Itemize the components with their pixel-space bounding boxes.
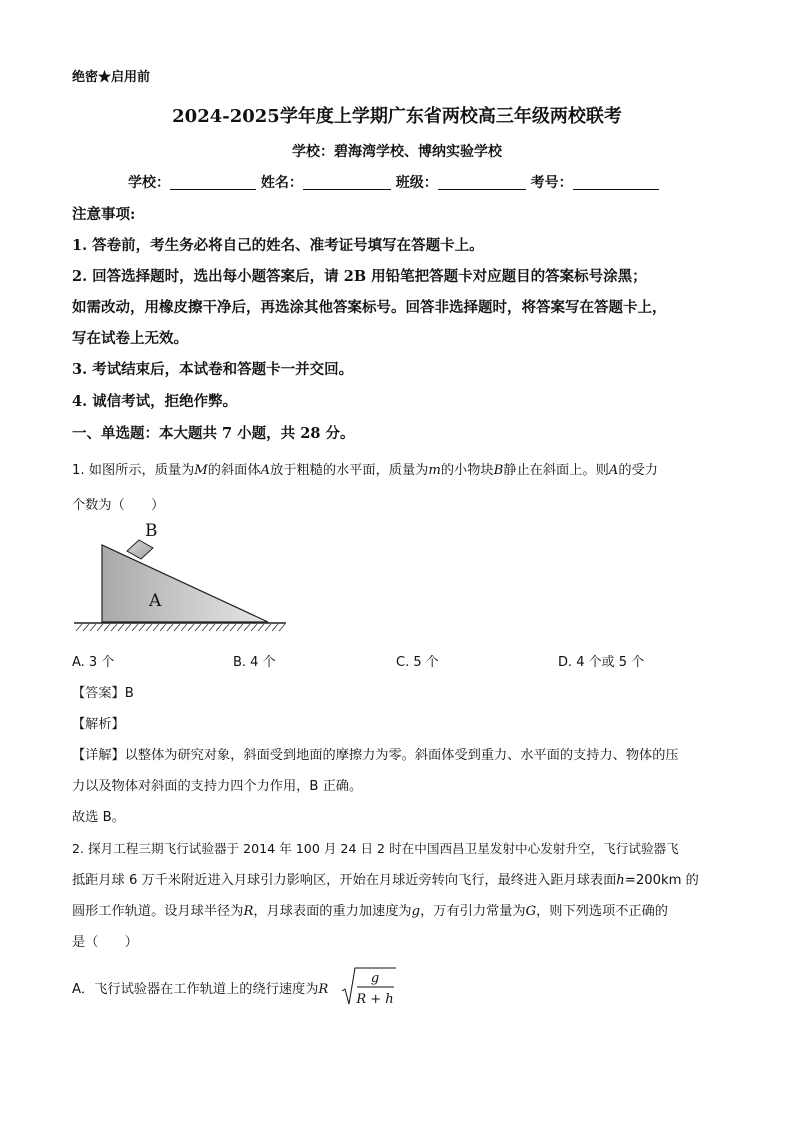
field-school-label: 学校： <box>128 175 170 191</box>
wedge-label: A <box>149 591 162 611</box>
block-shape <box>127 540 153 559</box>
notice-item: 2. 回答选择题时，选出每小题答案后，请 2B 用铅笔把答题卡对应题目的答案标号涂黑； <box>72 268 647 285</box>
q1-option-a[interactable]: A. 3 个 <box>72 655 115 670</box>
q2-sqrt-formula <box>341 964 397 1010</box>
q1-option-b[interactable]: B. 4 个 <box>233 655 276 670</box>
q2-stem-line4: 是（ ） <box>72 935 138 950</box>
q1-stem-line2: 个数为（ ） <box>72 498 165 513</box>
formula-numerator: g <box>370 971 380 986</box>
field-class-blank[interactable] <box>438 175 526 190</box>
q1-conclusion: 故选 B。 <box>72 810 125 825</box>
q1-figure <box>72 518 288 636</box>
ground-hatching <box>76 624 285 631</box>
wedge-shape <box>102 545 268 622</box>
q1-analysis-tag: 【解析】 <box>72 717 125 732</box>
field-class-label: 班级： <box>395 175 438 191</box>
notice-item: 3. 考试结束后，本试卷和答题卡一并交回。 <box>72 361 354 378</box>
field-name-blank[interactable] <box>303 175 391 190</box>
q2-stem-line1: 2. 探月工程三期飞行试验器于 2014 年 100 月 24 日 2 时在中国西昌卫星发射中心发射升空，飞行试验器飞 <box>72 841 679 856</box>
q1-option-c[interactable]: C. 5 个 <box>396 655 439 670</box>
field-number-label: 考号： <box>530 175 573 191</box>
field-number-blank[interactable] <box>573 175 659 190</box>
confidential-mark: 绝密★启用前 <box>72 70 151 85</box>
q2-option-a[interactable]: A．飞行试验器在工作轨道上的绕行速度为R <box>72 982 329 997</box>
student-info-fields <box>128 172 659 192</box>
notice-item: 1. 答卷前，考生务必将自己的姓名、准考证号填写在答题卡上。 <box>72 237 484 254</box>
block-label: B <box>145 521 158 541</box>
section-heading: 一、单选题：本大题共 7 小题，共 28 分。 <box>72 425 355 442</box>
q1-option-d[interactable]: D. 4 个或 5 个 <box>558 655 645 670</box>
q1-answer: 【答案】B <box>72 686 134 701</box>
q2-stem-line2: 抵距月球 6 万千米附近进入月球引力影响区，开始在月球近旁转向飞行，最终进入距月球表面h=200km 的 <box>72 873 699 888</box>
school-line: 学校：碧海湾学校、博纳实验学校 <box>292 144 502 160</box>
q1-detail-line1: 【详解】以整体为研究对象，斜面受到地面的摩擦力为零。斜面体受到重力、水平面的支持力、物体的压 <box>72 748 679 763</box>
q2-stem-line3: 圆形工作轨道。设月球半径为R，月球表面的重力加速度为g，万有引力常量为G，则下列选项不正确的 <box>72 904 668 919</box>
notice-item: 4. 诚信考试，拒绝作弊。 <box>72 393 238 410</box>
notice-heading: 注意事项: <box>72 206 136 223</box>
formula-denominator: R + h <box>356 992 394 1007</box>
q1-stem-line1: 1. 如图所示，质量为M的斜面体A放于粗糙的水平面，质量为m的小物块B静止在斜面上。则A的受力 <box>72 463 658 478</box>
field-school-blank[interactable] <box>170 175 256 190</box>
field-name-label: 姓名： <box>260 175 303 191</box>
q1-detail-line2: 力以及物体对斜面的支持力四个力作用，B 正确。 <box>72 779 363 794</box>
notice-item: 如需改动，用橡皮擦干净后，再选涂其他答案标号。回答非选择题时，将答案写在答题卡上， <box>72 299 667 316</box>
exam-title: 2024-2025学年度上学期广东省两校高三年级两校联考 <box>172 106 622 127</box>
notice-item: 写在试卷上无效。 <box>72 330 188 347</box>
